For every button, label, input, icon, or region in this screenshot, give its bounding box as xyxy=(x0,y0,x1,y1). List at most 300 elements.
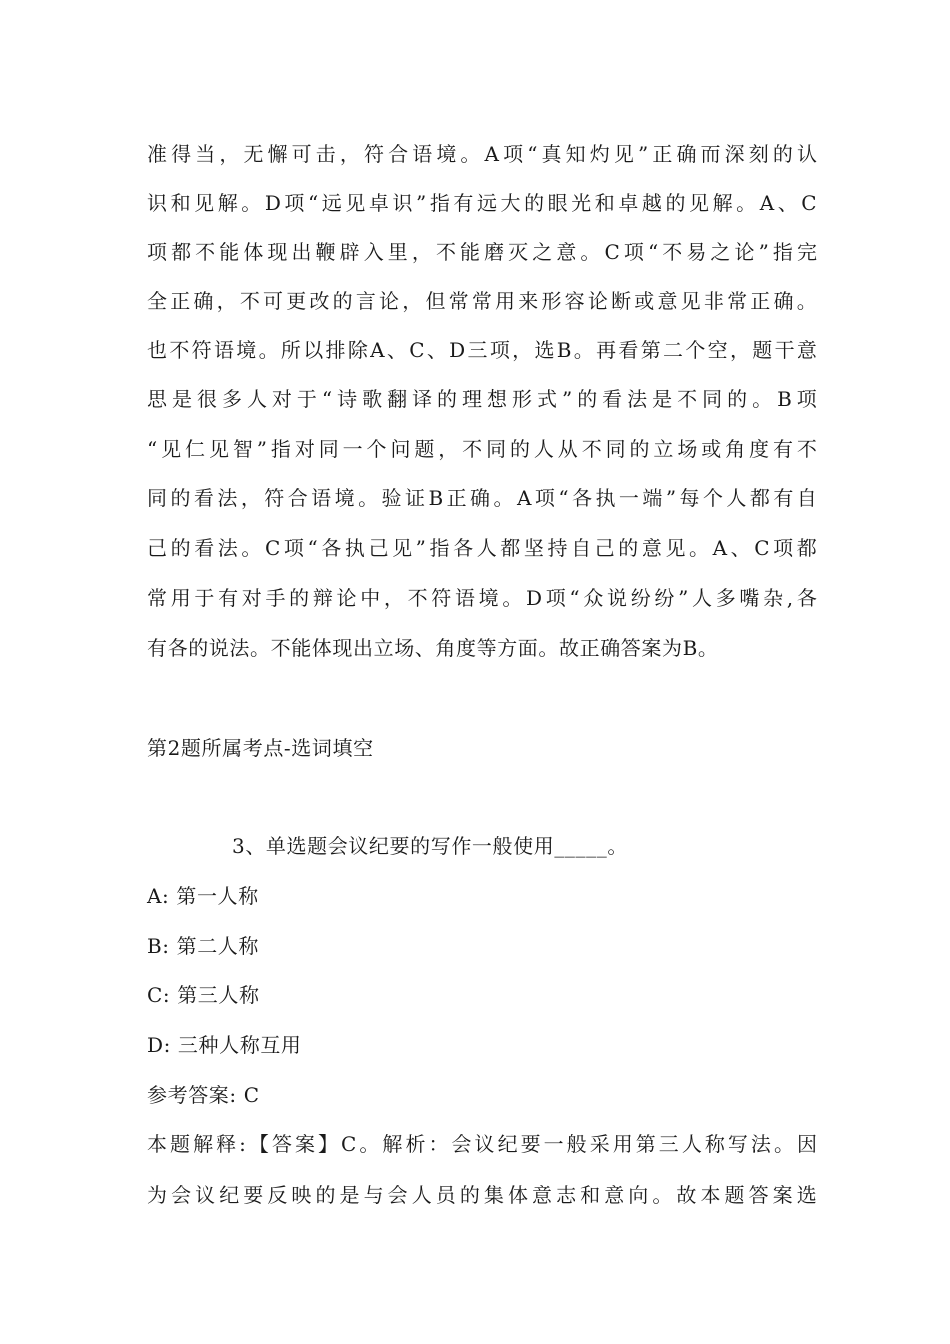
text-char: 眼 xyxy=(547,191,568,215)
text-char: 问 xyxy=(390,437,411,461)
text-char: 】 xyxy=(318,1132,338,1156)
text-char: 除 xyxy=(347,338,368,362)
text-char: 议 xyxy=(195,1183,216,1207)
text-char: 不 xyxy=(796,437,817,461)
text-char: 可 xyxy=(263,289,284,313)
text-char: 正 xyxy=(446,486,467,510)
text-char: 见 xyxy=(345,191,366,215)
text-char: 都 xyxy=(500,536,521,560)
text-char: 自 xyxy=(571,536,592,560)
text-char: 三 xyxy=(658,1132,679,1156)
text-char: ： xyxy=(428,1132,449,1156)
text-char: 、 xyxy=(426,338,447,362)
text-char: 解 xyxy=(193,1132,214,1156)
text-char: 。 xyxy=(241,191,262,215)
text-char: 看 xyxy=(618,338,639,362)
text-char: 写 xyxy=(727,1132,748,1156)
text-char: 远 xyxy=(321,191,342,215)
text-char: 己 xyxy=(368,536,389,560)
text-char: 说 xyxy=(607,586,628,610)
text-char: 无 xyxy=(243,142,264,166)
text-char: 的 xyxy=(618,536,639,560)
text-char: 集 xyxy=(483,1183,504,1207)
text-char: 法 xyxy=(750,1132,771,1156)
text-char: 同 xyxy=(147,486,167,510)
text-char: 。 xyxy=(359,1132,380,1156)
text-char: 意 xyxy=(796,338,817,362)
question-stem: 3、单选题会议纪要的写作一般使用_____。 xyxy=(232,834,628,858)
text-char: 语 xyxy=(311,486,332,510)
text-char: 用 xyxy=(612,1132,633,1156)
explanation-line xyxy=(147,584,817,612)
text-char: 人 xyxy=(533,437,554,461)
text-char: “ xyxy=(647,240,659,264)
option-d: D: 三种人称互用 xyxy=(147,1033,302,1057)
text-char: 用 xyxy=(495,289,516,313)
text-char: 不 xyxy=(662,240,683,264)
text-char: A xyxy=(516,486,532,510)
text-char: 人 xyxy=(411,1183,432,1207)
text-char: D xyxy=(449,338,466,362)
text-char: 项 xyxy=(147,240,167,264)
text-char: 见 xyxy=(392,536,413,560)
text-char: 立 xyxy=(653,437,674,461)
text-char: 项 xyxy=(773,536,794,560)
text-char: “ xyxy=(527,142,538,166)
text-char: ” xyxy=(665,486,677,510)
text-char: 是 xyxy=(171,387,192,411)
text-char: 体 xyxy=(243,240,264,264)
text-char: 认 xyxy=(796,142,817,166)
text-char: 人 xyxy=(692,586,713,610)
text-char: 。 xyxy=(689,536,710,560)
text-char: 员 xyxy=(435,1183,456,1207)
text-char: 鞭 xyxy=(315,240,336,264)
text-char: 每 xyxy=(679,486,700,510)
text-char: 空 xyxy=(707,338,728,362)
text-char: 识 xyxy=(392,191,413,215)
text-char: 。 xyxy=(258,338,279,362)
text-char: 形 xyxy=(512,387,532,411)
text-char: 里 xyxy=(387,240,408,264)
text-char: 释 xyxy=(216,1132,237,1156)
text-char: 出 xyxy=(291,240,312,264)
text-char: 式 xyxy=(536,387,557,411)
text-char: 灼 xyxy=(589,142,610,166)
text-char: 准 xyxy=(147,142,167,166)
text-char: 纪 xyxy=(219,1183,240,1207)
text-char: 角 xyxy=(725,437,746,461)
text-char: 非 xyxy=(703,289,724,313)
explanation-line xyxy=(147,534,817,562)
text-char: 映 xyxy=(291,1183,312,1207)
text-char: 符 xyxy=(191,338,212,362)
text-char: 。 xyxy=(241,536,262,560)
text-char: 见 xyxy=(613,142,634,166)
text-char: 。 xyxy=(752,387,773,411)
text-char: 。 xyxy=(796,289,817,313)
text-char: 真 xyxy=(541,142,562,166)
text-char: 、 xyxy=(386,338,407,362)
text-char: 语 xyxy=(454,586,475,610)
text-char: 解 xyxy=(382,1132,403,1156)
text-char: 排 xyxy=(325,338,346,362)
text-char: 确 xyxy=(193,289,214,313)
text-char: 一 xyxy=(618,486,639,510)
text-char: ， xyxy=(219,142,240,166)
text-char: 完 xyxy=(796,240,817,264)
text-char: 人 xyxy=(476,536,497,560)
text-char: 证 xyxy=(404,486,425,510)
text-char: 常 xyxy=(471,289,492,313)
text-char: 会 xyxy=(451,1132,472,1156)
text-char: 对 xyxy=(271,387,292,411)
text-char: 意 xyxy=(641,536,662,560)
text-char: 现 xyxy=(267,240,288,264)
text-char: “ xyxy=(147,437,158,461)
text-char: 体 xyxy=(507,1183,528,1207)
text-char: 志 xyxy=(556,1183,577,1207)
text-char: 手 xyxy=(265,586,286,610)
text-char: 。 xyxy=(502,586,523,610)
text-char: 确 xyxy=(773,289,794,313)
answer-explanation-line xyxy=(147,1181,817,1209)
text-char: “ xyxy=(569,586,580,610)
text-char: 确 xyxy=(470,486,491,510)
text-char: 合 xyxy=(388,142,409,166)
text-char: ， xyxy=(411,240,432,264)
text-char: C xyxy=(801,191,817,215)
text-char: 对 xyxy=(294,437,315,461)
text-char: 反 xyxy=(267,1183,288,1207)
text-char: 翻 xyxy=(387,387,408,411)
text-char: ” xyxy=(415,536,426,560)
text-char: 见 xyxy=(194,191,215,215)
text-char: 众 xyxy=(583,586,604,610)
text-char: 之 xyxy=(532,240,553,264)
text-char: ” xyxy=(678,586,689,610)
text-char: 项 xyxy=(284,191,305,215)
text-char: 己 xyxy=(594,536,615,560)
text-char: 智 xyxy=(232,437,253,461)
text-char: 法 xyxy=(217,536,238,560)
text-char: 的 xyxy=(315,1183,336,1207)
text-char: 执 xyxy=(595,486,616,510)
text-char: 、 xyxy=(730,536,751,560)
text-char: 越 xyxy=(641,191,662,215)
text-char: 来 xyxy=(518,289,539,313)
text-char: ” xyxy=(256,437,267,461)
text-char: 个 xyxy=(366,437,387,461)
text-char: 。 xyxy=(773,1132,794,1156)
text-char: A xyxy=(484,142,499,166)
text-char: 能 xyxy=(219,240,240,264)
text-char: 可 xyxy=(291,142,312,166)
text-char: 本 xyxy=(700,1183,721,1207)
text-char: 而 xyxy=(700,142,721,166)
text-char: 指 xyxy=(429,536,450,560)
text-char: 改 xyxy=(309,289,330,313)
text-char: 验 xyxy=(381,486,402,510)
text-char: 同 xyxy=(702,387,723,411)
explanation-line xyxy=(147,484,817,512)
explanation-line xyxy=(147,287,817,315)
explanation-line xyxy=(147,435,817,463)
text-char: 看 xyxy=(602,387,623,411)
text-char: 持 xyxy=(547,536,568,560)
text-char: C xyxy=(754,536,770,560)
text-char: 各 xyxy=(796,586,817,610)
text-char: 理 xyxy=(462,387,483,411)
text-char: 论 xyxy=(379,289,400,313)
text-char: D xyxy=(264,191,281,215)
text-char: 常 xyxy=(727,289,748,313)
text-char: 与 xyxy=(363,1183,384,1207)
text-char: 境 xyxy=(436,142,457,166)
text-char: 的 xyxy=(524,191,545,215)
text-char: 意 xyxy=(532,1183,552,1207)
text-char: 因 xyxy=(796,1132,817,1156)
text-char: 项 xyxy=(489,338,510,362)
text-char: 所 xyxy=(280,338,301,362)
text-char: 。 xyxy=(573,338,594,362)
text-char: 。 xyxy=(580,240,601,264)
text-char: 析 xyxy=(405,1132,426,1156)
text-char: 辩 xyxy=(312,586,333,610)
text-char: 全 xyxy=(147,289,167,313)
text-char: 懈 xyxy=(267,142,288,166)
text-char: 识 xyxy=(147,191,167,215)
text-char: “ xyxy=(558,486,569,510)
text-char: 辟 xyxy=(339,240,360,264)
explanation-line xyxy=(147,238,817,266)
text-char: 议 xyxy=(474,1132,495,1156)
text-char: 常 xyxy=(448,289,469,313)
explanation-line xyxy=(147,385,817,413)
text-char: 用 xyxy=(170,586,191,610)
text-char: 的 xyxy=(332,289,353,313)
text-char: ” xyxy=(416,191,427,215)
text-char: 歌 xyxy=(362,387,383,411)
text-char: 都 xyxy=(749,486,770,510)
text-char: 的 xyxy=(577,387,598,411)
text-char: 符 xyxy=(431,586,452,610)
explanation-line xyxy=(147,140,817,168)
text-char: 的 xyxy=(772,142,793,166)
text-char: 。 xyxy=(358,486,379,510)
text-char: 也 xyxy=(147,338,167,362)
text-char: 法 xyxy=(217,486,238,510)
text-char: 的 xyxy=(289,586,310,610)
text-char: 和 xyxy=(170,191,191,215)
text-char: 光 xyxy=(571,191,592,215)
text-char: 能 xyxy=(460,240,481,264)
text-char: 般 xyxy=(566,1132,587,1156)
text-char: 、 xyxy=(777,191,798,215)
text-char: 是 xyxy=(339,1183,360,1207)
text-char: ” xyxy=(758,240,769,264)
text-char: 形 xyxy=(541,289,562,313)
text-char: 坚 xyxy=(523,536,544,560)
text-char: 有 xyxy=(773,486,794,510)
text-char: ， xyxy=(240,486,261,510)
text-char: 三 xyxy=(467,338,488,362)
text-char: 二 xyxy=(663,338,684,362)
text-char: 境 xyxy=(478,586,499,610)
text-char: 会 xyxy=(171,1183,192,1207)
text-char: 个 xyxy=(702,486,723,510)
explanation-line xyxy=(147,189,817,217)
text-char: 。 xyxy=(652,1183,673,1207)
text-char: 刻 xyxy=(748,142,769,166)
text-char: 远 xyxy=(476,191,497,215)
text-char: 符 xyxy=(264,486,285,510)
text-char: 译 xyxy=(412,387,433,411)
text-char: 都 xyxy=(796,536,817,560)
text-char: 想 xyxy=(487,387,508,411)
text-char: 击 xyxy=(315,142,336,166)
text-char: 为 xyxy=(147,1183,167,1207)
text-char: “ xyxy=(307,191,319,215)
text-char: 向 xyxy=(628,1183,649,1207)
text-char: 言 xyxy=(355,289,376,313)
text-char: 第 xyxy=(635,1132,656,1156)
text-char: 诗 xyxy=(337,387,358,411)
text-char: 解 xyxy=(217,191,238,215)
text-char: 的 xyxy=(629,437,650,461)
text-char: 纪 xyxy=(497,1132,518,1156)
text-char: 称 xyxy=(704,1132,725,1156)
text-char: 于 xyxy=(296,387,317,411)
text-char: 杂 xyxy=(763,586,784,610)
text-char: 以 xyxy=(303,338,324,362)
knowledge-point: 第2题所属考点-选词填空 xyxy=(147,736,374,760)
text-char: ， xyxy=(512,338,533,362)
text-char: 案 xyxy=(772,1183,793,1207)
text-char: A xyxy=(712,536,728,560)
text-char: 端 xyxy=(642,486,663,510)
text-char: ， xyxy=(339,142,360,166)
text-char: ， xyxy=(402,289,423,313)
text-char: 是 xyxy=(652,387,673,411)
text-char: 有 xyxy=(772,437,793,461)
text-char: 自 xyxy=(796,486,817,510)
text-char: 思 xyxy=(147,387,167,411)
text-char: B xyxy=(556,338,572,362)
text-char: 仁 xyxy=(185,437,206,461)
text-char: 不 xyxy=(407,586,428,610)
text-char: 要 xyxy=(243,1183,264,1207)
text-char: 第 xyxy=(640,338,661,362)
text-char: 会 xyxy=(387,1183,408,1207)
option-b: B: 第二人称 xyxy=(147,934,259,958)
text-char: 常 xyxy=(147,586,167,610)
text-char: 容 xyxy=(564,289,585,313)
text-char: C xyxy=(264,536,281,560)
text-char: 有 xyxy=(453,191,474,215)
option-a: A: 第一人称 xyxy=(147,884,259,908)
text-char: : xyxy=(239,1132,246,1156)
text-char: 正 xyxy=(170,289,191,313)
text-char: 法 xyxy=(627,387,648,411)
text-char: 中 xyxy=(360,586,381,610)
text-char: 度 xyxy=(749,437,770,461)
text-char: 看 xyxy=(193,486,214,510)
text-char: ， xyxy=(729,338,750,362)
text-char: 【 xyxy=(248,1132,269,1156)
text-char: 一 xyxy=(543,1132,564,1156)
text-char: 再 xyxy=(596,338,617,362)
text-char: 指 xyxy=(270,437,291,461)
text-char: 有 xyxy=(218,586,239,610)
text-char: 很 xyxy=(196,387,217,411)
text-char: 但 xyxy=(425,289,446,313)
text-char: 各 xyxy=(321,536,342,560)
explanation-line: 有各的说法。不能体现出立场、角度等方面。故正确答案为B。 xyxy=(147,636,719,660)
text-char: 正 xyxy=(750,289,771,313)
text-char: ， xyxy=(383,586,404,610)
text-char: 纷 xyxy=(654,586,675,610)
text-char: ， xyxy=(216,289,237,313)
text-char: 项 xyxy=(503,142,524,166)
text-char: 意 xyxy=(604,1183,625,1207)
text-char: 嘴 xyxy=(739,586,760,610)
text-char: C xyxy=(604,240,620,264)
text-char: 故 xyxy=(676,1183,697,1207)
text-char: 见 xyxy=(680,289,701,313)
text-char: C xyxy=(341,1132,357,1156)
text-char: 的 xyxy=(437,387,458,411)
text-char: 要 xyxy=(520,1132,541,1156)
text-char: 和 xyxy=(580,1183,601,1207)
text-char: 干 xyxy=(774,338,795,362)
text-char: 从 xyxy=(557,437,578,461)
text-char: 。 xyxy=(736,191,757,215)
text-char: 执 xyxy=(344,536,365,560)
text-char: 磨 xyxy=(484,240,505,264)
text-char: 选 xyxy=(796,1183,817,1207)
text-char: 场 xyxy=(677,437,698,461)
text-char: 项 xyxy=(623,240,644,264)
text-char: 看 xyxy=(194,536,215,560)
text-char: 不 xyxy=(677,387,698,411)
text-char: 灭 xyxy=(508,240,529,264)
answer-explanation-line xyxy=(147,1130,817,1158)
text-char: 论 xyxy=(734,240,755,264)
text-char: 入 xyxy=(363,240,384,264)
text-char: A xyxy=(759,191,775,215)
text-char: “ xyxy=(321,387,333,411)
text-char: A xyxy=(370,338,385,362)
text-char: 。 xyxy=(493,486,514,510)
text-char: 当 xyxy=(195,142,216,166)
text-char: 符 xyxy=(363,142,384,166)
text-char: 都 xyxy=(171,240,192,264)
text-char: ” xyxy=(561,387,573,411)
text-char: 己 xyxy=(147,536,167,560)
text-char: 答 xyxy=(748,1183,769,1207)
text-char: 卓 xyxy=(618,191,639,215)
text-char: 的 xyxy=(459,1183,480,1207)
text-char: 卓 xyxy=(368,191,389,215)
text-char: 语 xyxy=(213,338,234,362)
text-char: 见 xyxy=(208,437,229,461)
text-char: 各 xyxy=(453,536,474,560)
text-char: 题 xyxy=(752,338,773,362)
text-char: 论 xyxy=(587,289,608,313)
text-char: 解 xyxy=(712,191,733,215)
text-char: 本 xyxy=(147,1132,167,1156)
